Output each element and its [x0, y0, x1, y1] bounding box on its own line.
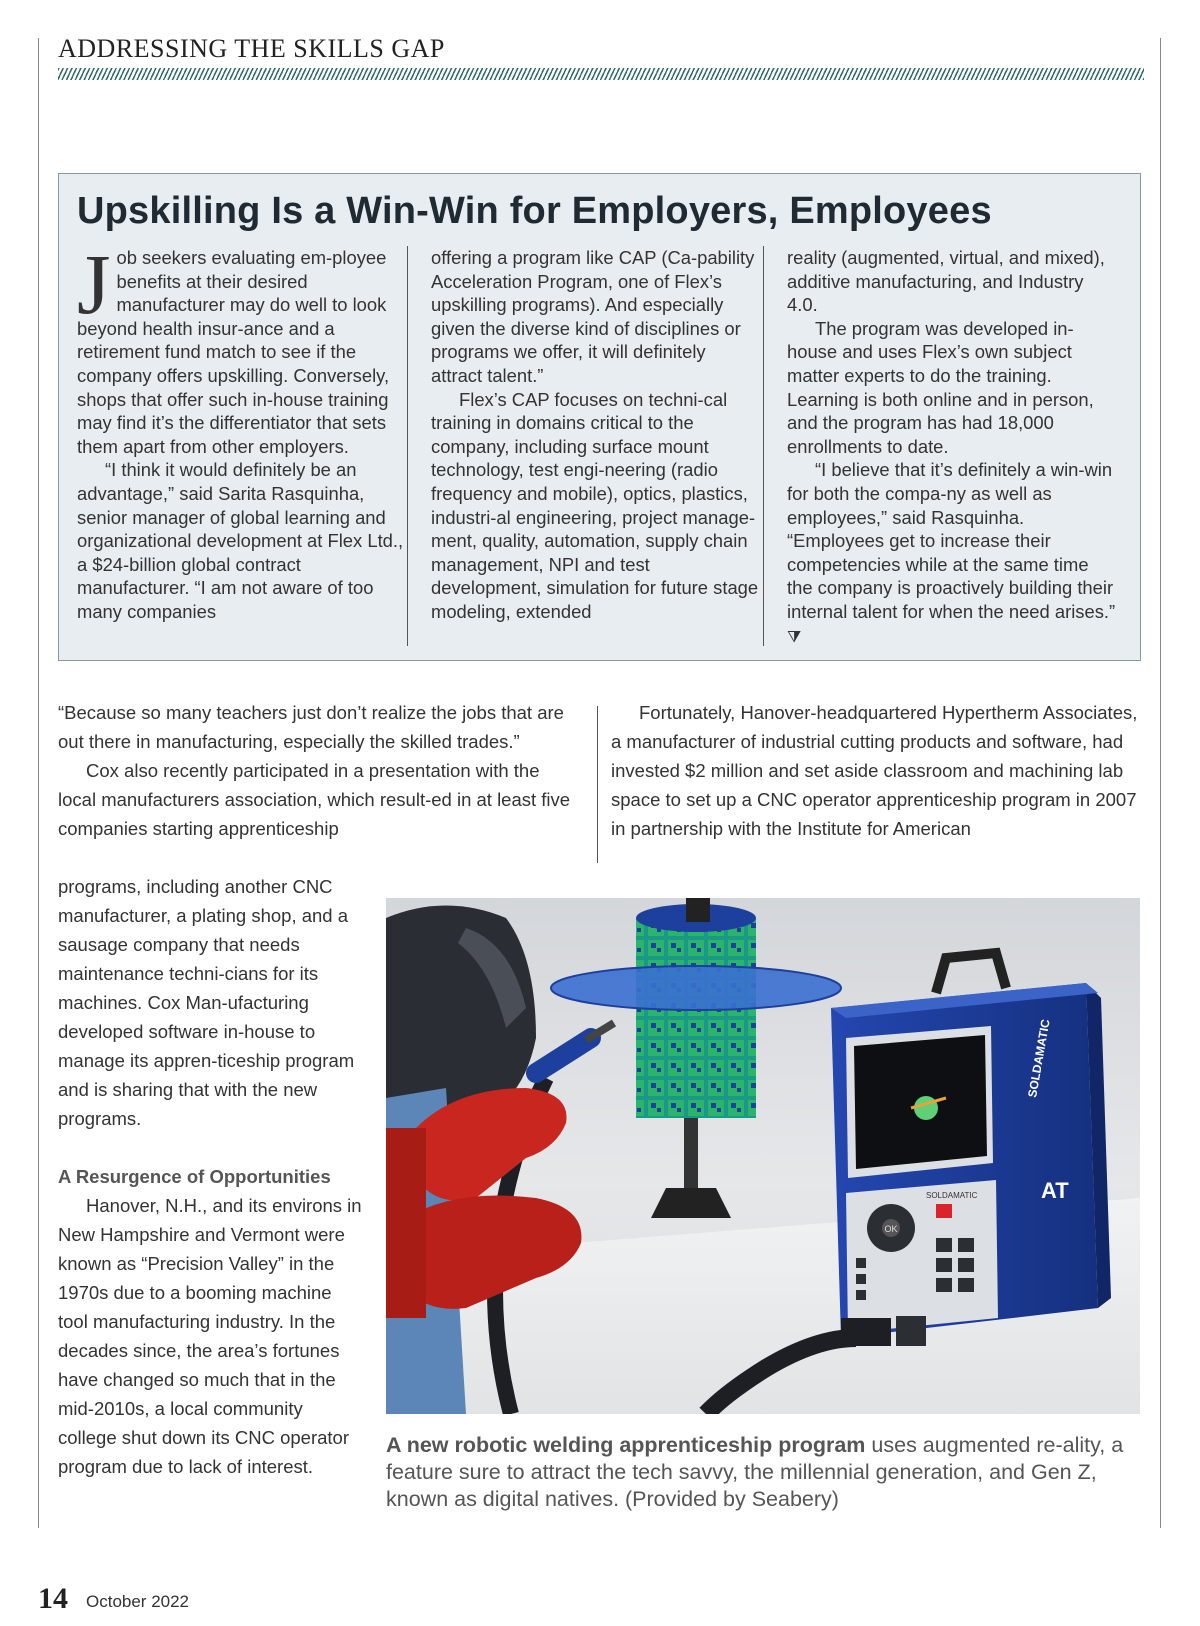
sidebar-paragraph: reality (augmented, virtual, and mixed), additive manufacturing, and Industry 4.0. — [787, 247, 1105, 316]
stand-post — [684, 1118, 698, 1188]
body-paragraph: “Because so many teachers just don’t realize the jobs that are out there in manufacturing, especially the skilled trades.” — [58, 702, 564, 752]
photo-caption — [386, 1432, 1146, 1513]
panel-button-icon — [958, 1258, 974, 1272]
sidebar-text: ob seekers evaluating em-ployee benefits at their desired manufacturer may do well to look beyond health insur-ance and a retirement fund match to see if the company offers upskilling. Conversely, shops that offer such in-house training may find it’s the differentiator that sets them apart from other employers. — [77, 247, 390, 457]
sidebar-paragraph: “I think it would definitely be an advantage,” said Sarita Rasquinha, senior manager of global learning and organizational development at Flex Ltd., a $24-billion global contract manufacturer. “I am not aware of too many companies — [77, 459, 404, 622]
machine-logo: AT — [1041, 1178, 1069, 1203]
stand-top-clamp — [686, 898, 710, 922]
sidebar-paragraph — [787, 458, 1117, 649]
panel-button-icon — [958, 1278, 974, 1292]
sidebar-title: Upskilling Is a Win-Win for Employers, Employees — [77, 190, 992, 232]
training-cylinder — [636, 918, 756, 1118]
panel-button-icon — [936, 1258, 952, 1272]
sidebar-paragraph: Flex’s CAP focuses on techni-cal training in domains critical to the company, including surface mount technology, test engi-neering (radio frequency and mobile), optics, plastics, industri-al engineering, project manage-ment, quality, automation, supply chain management, NPI and test development, simulation for future stage modeling, extended — [431, 388, 759, 622]
body-paragraph: Hanover, N.H., and its environs in New Hampshire and Vermont were known as “Precision Valley” in the 1970s due to a booming machine tool manufacturing industry. In the decades since, the area’s fortunes have changed so much that in the mid-2010s, a local community college shut down its CNC operator program due to lack of interest. — [58, 1195, 362, 1477]
sidebar-box — [58, 173, 1141, 661]
glove-cuff — [386, 1128, 426, 1318]
panel-button-icon — [958, 1238, 974, 1252]
sidebar-column-divider — [407, 246, 408, 646]
drop-cap: J — [77, 236, 111, 332]
body-paragraph: Cox also recently participated in a presentation with the local manufacturers association, which result-ed in at least five companies starting apprenticeship — [58, 760, 571, 839]
subhead: A Resurgence of Opportunities — [58, 1166, 331, 1187]
welding-photo — [386, 898, 1140, 1414]
body-column-1-lower — [58, 872, 364, 1481]
welding-photo-illustration — [386, 898, 1140, 1414]
screen-weld-glow — [914, 1096, 938, 1120]
body-column-2 — [611, 698, 1141, 843]
panel-button-icon — [936, 1278, 952, 1292]
section-header: ADDRESSING THE SKILLS GAP — [58, 34, 445, 63]
connector-plug — [841, 1318, 891, 1346]
issue-date: October 2022 — [86, 1592, 190, 1611]
caption-lead: A new robotic welding apprenticeship program — [386, 1433, 866, 1457]
panel-brand: SOLDAMATIC — [926, 1191, 978, 1200]
sidebar-paragraph — [77, 236, 407, 458]
sidebar-column-divider — [763, 246, 764, 646]
body-column-divider — [597, 706, 598, 863]
panel-button-icon — [856, 1290, 866, 1300]
sidebar-paragraph: offering a program like CAP (Ca-pability Acceleration Program, one of Flex’s upskilling programs). And especially given the diverse kind of disciplines or programs we offer, it will definitely attract talent.” — [431, 247, 755, 386]
control-panel — [846, 1180, 998, 1333]
sidebar-column-1 — [77, 236, 407, 624]
body-column-1-top — [58, 698, 578, 843]
machine-brand: SOLDAMATIC — [1025, 1018, 1053, 1099]
sidebar-text: “I believe that it’s definitely a win-win for both the compa-ny as well as employees,” said Rasquinha. “Employees get to increase their competencies while at the same time the company is proactively building their internal talent for when the need arises.” — [787, 459, 1116, 622]
sidebar-column-3 — [787, 246, 1117, 649]
page-number: 14 — [38, 1582, 68, 1615]
header-hatch-rule — [58, 68, 1144, 80]
end-mark-icon: ⧩ — [787, 628, 802, 646]
right-margin-rule — [1160, 38, 1161, 1528]
machine-socket — [896, 1316, 926, 1346]
body-paragraph: programs, including another CNC manufacturer, a plating shop, and a sausage company that needs maintenance techni-cians for its machines. Cox Man-ufacturing developed software in-house to manage its appren-ticeship program and is sharing that with the new programs. — [58, 876, 355, 1129]
body-paragraph: Fortunately, Hanover-headquartered Hypertherm Associates, a manufacturer of industrial cutting products and software, had invested $2 million and set aside classroom and machining lab space to set up a CNC operator apprenticeship program in 2007 in partnership with the Institute for American — [611, 702, 1138, 839]
ok-label: OK — [884, 1224, 898, 1234]
left-margin-rule — [38, 38, 39, 1528]
power-button-icon — [936, 1204, 952, 1218]
panel-button-icon — [856, 1258, 866, 1268]
sidebar-column-2 — [431, 246, 761, 624]
panel-button-icon — [936, 1238, 952, 1252]
panel-button-icon — [856, 1274, 866, 1284]
caption-text: uses augmented re-ality, a feature sure to attract the tech savvy, the millennial generation, and Gen Z, known as digital natives. (Provided by Seabery) — [386, 1433, 1124, 1511]
sidebar-paragraph: The program was developed in-house and uses Flex’s own subject matter experts to do the training. Learning is both online and in person, and the program has had 18,000 enrollments to date. — [787, 317, 1094, 457]
